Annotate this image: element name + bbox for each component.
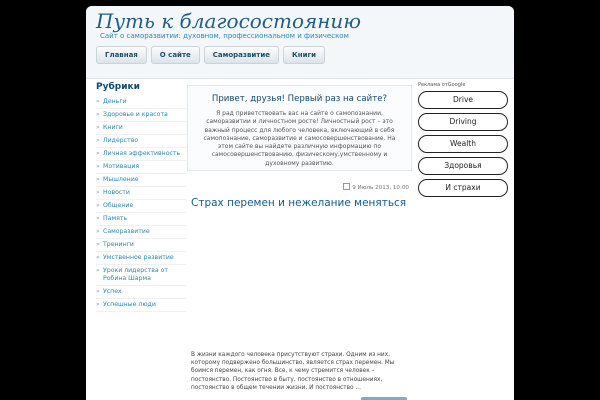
category-link[interactable]: » Успех [96, 286, 186, 299]
category-link[interactable]: » Лидерство [96, 135, 186, 148]
category-link[interactable]: » Уроки лидерства от Робина Шарма [96, 265, 186, 286]
page [86, 6, 514, 400]
categories-list [96, 96, 186, 312]
site-title[interactable]: Путь к благосостоянию [96, 9, 361, 33]
category-link[interactable]: » Деньги [96, 96, 186, 109]
ad-link-button[interactable]: Driving [418, 113, 508, 131]
category-link[interactable]: » Мотивация [96, 161, 186, 174]
categories-sidebar [96, 82, 186, 312]
main-nav [96, 46, 325, 64]
category-link[interactable]: » Успешные люди [96, 299, 186, 312]
calendar-icon [343, 183, 350, 190]
post-date [343, 183, 409, 191]
welcome-box [187, 85, 412, 171]
post-title[interactable]: Страх перемен и нежелание меняться [191, 197, 407, 209]
category-link[interactable]: » Личная эффективность [96, 148, 186, 161]
nav-home[interactable]: Главная [96, 46, 147, 64]
ad-link-button[interactable]: Wealth [418, 135, 508, 153]
post-date-text: 9 Июль 2013, 10:00 [352, 185, 409, 191]
ad-link-button[interactable]: И страхи [418, 179, 508, 197]
ad-link-button[interactable]: Здоровья [418, 157, 508, 175]
ad-link-button[interactable]: Drive [418, 91, 508, 109]
welcome-title: Привет, друзья! Первый раз на сайте? [211, 94, 388, 104]
category-link[interactable]: » Новости [96, 187, 186, 200]
post-excerpt: В жизни каждого человека присутствуют страхи. Одним из них, которому подвержено большинство, является страх перемен. Мы боимся перемен, как огня. Все, к чему стремится человек – постоянство. Постоянство в быту, постоянство в отношениях, постоянство в общем течении жизни. И постоянство ... [191, 352, 395, 391]
category-link[interactable]: » Умственное развитие [96, 252, 186, 265]
nav-about[interactable]: О сайте [151, 46, 200, 64]
welcome-text: Я рад приветствовать вас на сайте о самопознании, саморазвитии и личностном росте! Личностный рост – это важный процесс для любого человека, включающий в себя самопознание, саморазвитие и самосовершенствование. На этом сайте вы найдете различную информацию по самосовершенствованию, физическому,умственному и духовному развитию. [203, 110, 396, 167]
nav-books[interactable]: Книги [283, 46, 325, 64]
header [86, 6, 514, 79]
categories-heading: Рубрики [96, 82, 140, 92]
category-link[interactable]: » Саморазвитие [96, 226, 186, 239]
category-link[interactable]: » Мышление [96, 174, 186, 187]
nav-self-development[interactable]: Саморазвитие [204, 46, 279, 64]
ads-label[interactable]: Реклама отGoogle [418, 82, 466, 88]
category-link[interactable]: » Память [96, 213, 186, 226]
post [189, 181, 411, 400]
category-link[interactable]: » Общение [96, 200, 186, 213]
category-link[interactable]: » Тренинги [96, 239, 186, 252]
category-link[interactable]: » Здоровье и красота [96, 109, 186, 122]
site-tagline: Сайт о саморазвитии: духовном, профессиональном и физическом [100, 32, 349, 40]
category-link[interactable]: » Книги [96, 122, 186, 135]
ads-sidebar [418, 82, 510, 201]
